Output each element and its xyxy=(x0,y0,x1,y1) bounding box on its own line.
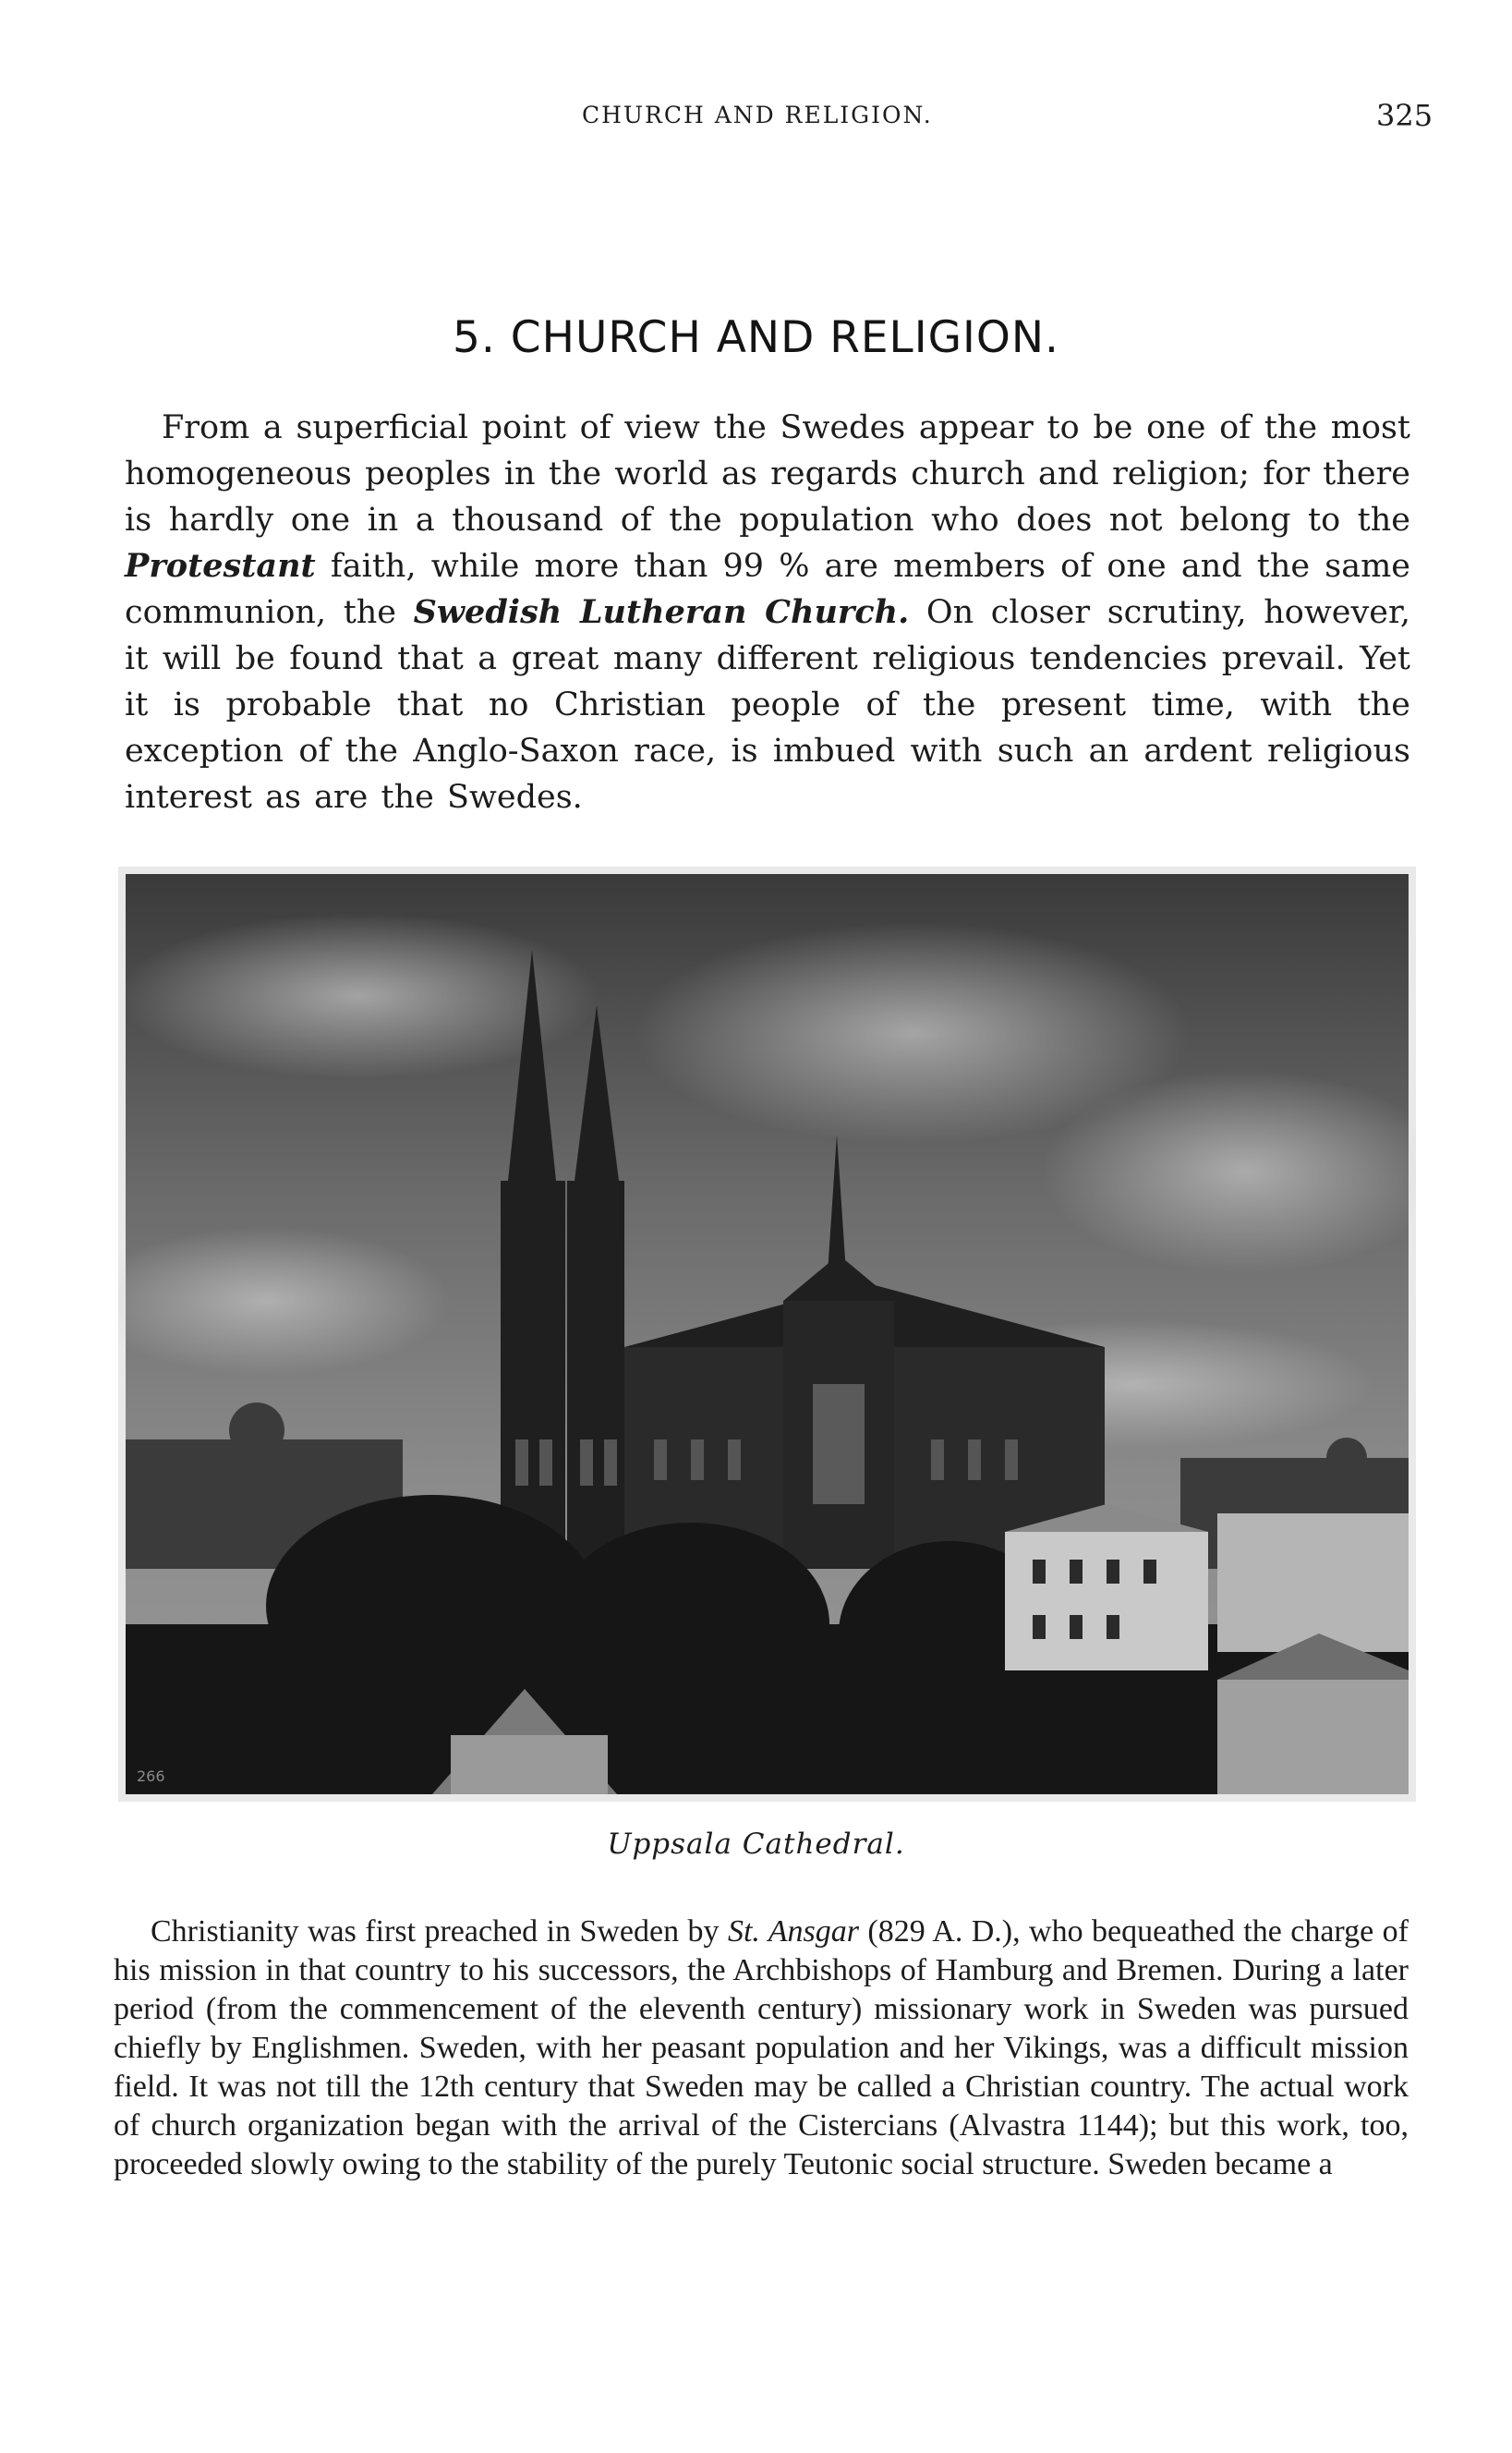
running-head xyxy=(0,98,1512,139)
st-ansgar-emphasis: St. Ansgar xyxy=(727,1914,859,1949)
body-text xyxy=(114,1913,1409,2184)
body-paragraph xyxy=(114,1913,1409,2184)
intro-text-part-3: On closer scrutiny, however, it will be found that a great many different religious tendencies prevail. Yet it is probable that no Christian people of the present time, with the exception of the Anglo-Saxon race, is imbued with such an ardent religious interest as are the Swedes. xyxy=(125,594,1410,816)
body-text-part-2: (829 A. D.), who bequeathed the charge of his mission in that country to his successors, the Archbishops of Hamburg and Bremen. During a later period (from the commencement of the eleventh century) missionary work in Sweden was pursued chiefly by Englishmen. Sweden, with her peasant population and her Vikings, was a difficult mission field. It was not till the 12th century that Sweden may be called a Christian country. The actual work of church organization began with the arrival of the Cistercians (Alvastra 1144); but this work, too, proceeded slowly owing to the stability of the purely Teutonic social structure. Sweden became a xyxy=(114,1914,1409,2181)
intro-paragraph xyxy=(125,405,1410,820)
intro-text-part-2: faith, while more than 99 % are members of one and the same communion, the xyxy=(125,548,1410,631)
protestant-emphasis: Protestant xyxy=(125,547,316,585)
plate-mark: 266 xyxy=(137,1767,165,1785)
running-title: CHURCH AND RELIGION. xyxy=(582,102,933,128)
cathedral-photograph xyxy=(118,867,1416,1802)
cathedral-photo-illustration xyxy=(118,867,1416,1802)
figure-caption: Uppsala Cathedral. xyxy=(607,1828,905,1861)
body-text-part-1: Christianity was first preached in Sweden by xyxy=(151,1914,728,1949)
swedish-lutheran-church-emphasis: Swedish Lutheran Church. xyxy=(413,593,910,631)
page-number: 325 xyxy=(1376,98,1433,133)
section-title: 5. CHURCH AND RELIGION. xyxy=(453,312,1059,363)
intro-text xyxy=(125,405,1410,820)
intro-text-part-1: From a superficial point of view the Swedes appear to be one of the most homogeneous peoples in the world as regards church and religion; for there is hardly one in a thousand of the population who does not belong to the xyxy=(125,409,1410,539)
